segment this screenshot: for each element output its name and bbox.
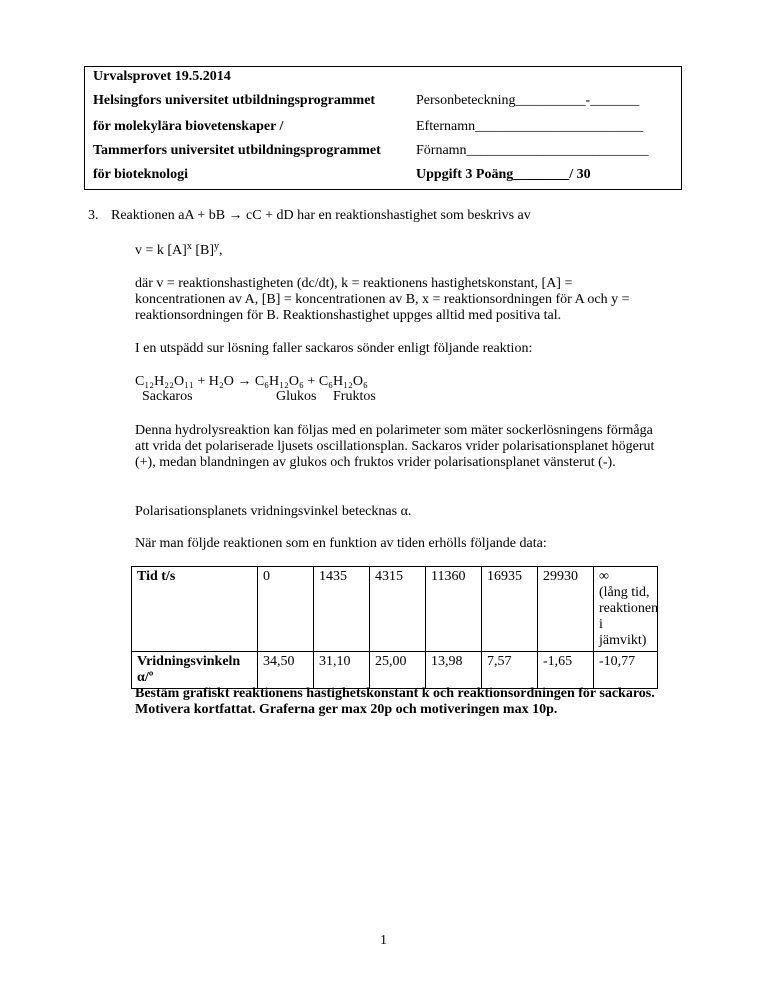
rate-eq-mid: [B] (191, 243, 215, 258)
question-intro: Reaktionen aA + bB → cC + dD har en reaktionshastighet som beskrivs av (111, 208, 531, 223)
program-line-2: för molekylära biovetenskaper / (93, 119, 284, 134)
time-row (132, 567, 658, 652)
measurement-table (131, 566, 658, 689)
equilibrium-note: (lång tid, reaktionen i jämvikt) (599, 585, 659, 648)
task-instructions: Bestäm grafiskt reaktionens hastighetskonstant k och reaktionsordningen för sackaros. Motivera kortfattat. Graferna ger max 20p och motiveringen max 10p. (135, 686, 655, 717)
rate-eq-y: y (214, 241, 220, 252)
firstname-field: Förnamn__________________________ (416, 143, 649, 158)
angle-value: -1,65 (538, 652, 594, 689)
angle-value: 31,10 (314, 652, 370, 689)
time-value: 4315 (370, 567, 426, 652)
label-sucrose: Sackaros (142, 389, 193, 404)
score-field: Uppgift 3 Poäng________/ 30 (416, 167, 591, 182)
time-header: Tid t/s (132, 567, 258, 652)
question-number: 3. (88, 208, 99, 223)
definitions-paragraph: där v = reaktionshastigheten (dc/dt), k = reaktionens hastighetskonstant, [A] = koncentrationen av A, [B] = koncentrationen av B, x = reaktionsordningen för A och y = reaktionsordningen för B. Reaktionshastighet uppges alltid med positiva tal. (135, 276, 630, 323)
time-value: 29930 (538, 567, 594, 652)
exam-header-box (84, 66, 682, 190)
data-intro: När man följde reaktionen som en funktion av tiden erhölls följande data: (135, 536, 547, 551)
page-number: 1 (380, 933, 387, 948)
label-fructose: Fruktos (333, 389, 376, 404)
angle-value: 25,00 (370, 652, 426, 689)
time-value: 11360 (426, 567, 482, 652)
program-line-4: för bioteknologi (93, 167, 189, 182)
rate-equation (135, 243, 223, 259)
exam-title: Urvalsprovet 19.5.2014 (93, 69, 231, 84)
time-value: 16935 (482, 567, 538, 652)
angle-value: 13,98 (426, 652, 482, 689)
program-line-3: Tammerfors universitet utbildningsprogrammet (93, 143, 381, 158)
reaction-equation: C₁₂H₂₂O₁₁ + H₂O → C₆H₁₂O₆ + C₆H₁₂O₆ (135, 374, 368, 389)
infinity-symbol: ∞ (599, 569, 609, 584)
angle-value: 34,50 (258, 652, 314, 689)
person-id-field: Personbeteckning__________-_______ (416, 93, 640, 108)
rate-eq-suffix: , (219, 243, 223, 258)
dilute-solution-text: I en utspädd sur lösning faller sackaros sönder enligt följande reaktion: (135, 341, 533, 356)
angle-row (132, 652, 658, 689)
program-line-1: Helsingfors universitet utbildningsprogrammet (93, 93, 376, 108)
surname-field: Efternamn________________________ (416, 119, 644, 134)
time-infinity-cell (594, 567, 658, 652)
rate-eq-x: x (186, 241, 192, 252)
angle-value: 7,57 (482, 652, 538, 689)
polarimeter-paragraph: Denna hydrolysreaktion kan följas med en polarimeter som mäter sockerlösningens förmåga att vrida det polariserade ljusets oscillationsplan. Sackaros vrider polarisationsplanet högerut (+), medan blandningen av glukos och fruktos vrider polarisationsplanet vänsterut (-). (135, 423, 655, 470)
angle-header: Vridningsvinkeln α/º (132, 652, 258, 689)
time-value: 1435 (314, 567, 370, 652)
rate-eq-prefix: v = k [A] (135, 243, 187, 258)
label-glucose: Glukos (276, 389, 317, 404)
time-value: 0 (258, 567, 314, 652)
alpha-definition: Polarisationsplanets vridningsvinkel betecknas α. (135, 504, 412, 519)
angle-value: -10,77 (594, 652, 658, 689)
